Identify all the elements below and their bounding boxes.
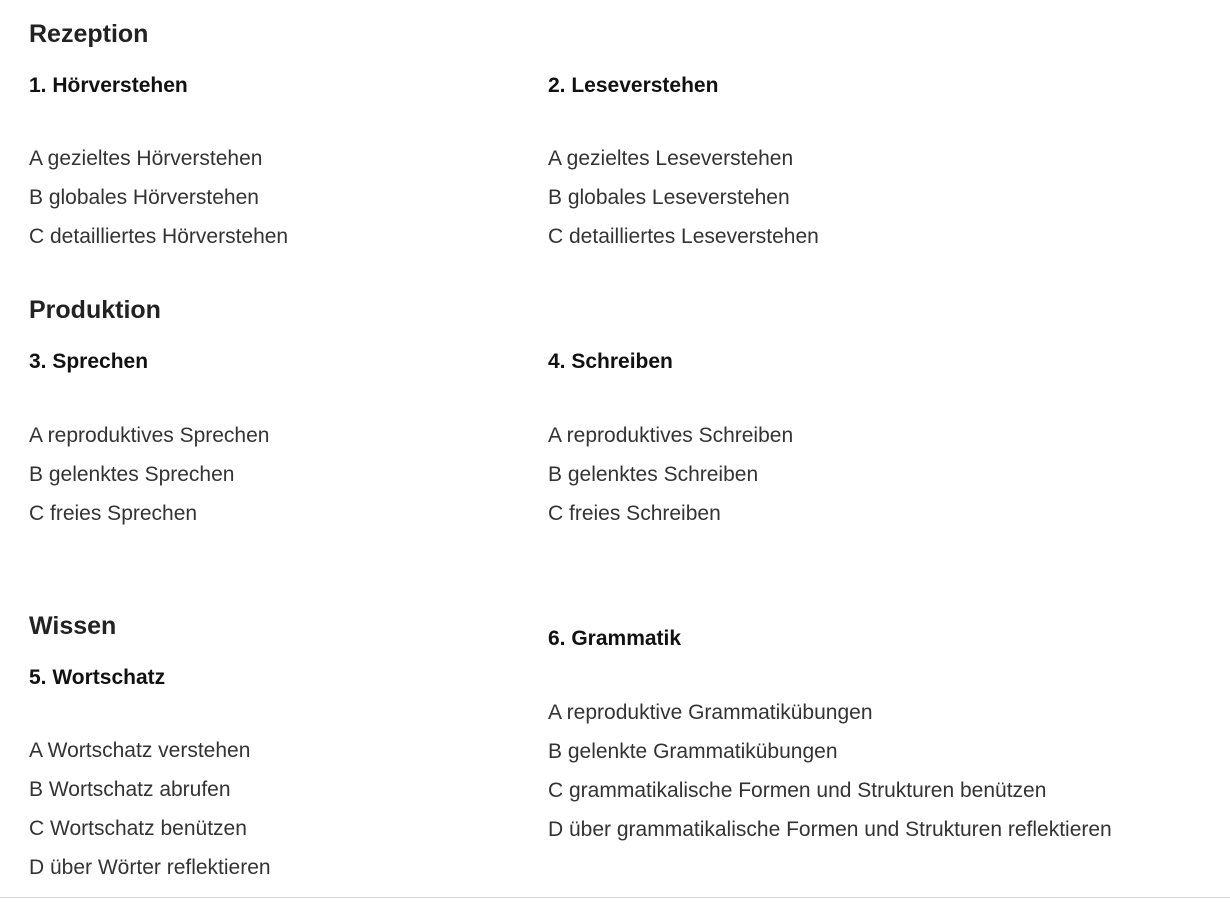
section-title-rezeption: Rezeption bbox=[29, 20, 149, 48]
list-hoerverstehen bbox=[29, 139, 288, 256]
list-schreiben bbox=[548, 416, 793, 533]
list-item: A reproduktives Sprechen bbox=[29, 424, 270, 447]
list-item: C Wortschatz benützen bbox=[29, 817, 247, 840]
list-item: A Wortschatz verstehen bbox=[29, 739, 251, 762]
list-item: B globales Leseverstehen bbox=[548, 186, 790, 209]
list-grammatik bbox=[548, 693, 1112, 849]
section-title-wissen: Wissen bbox=[29, 612, 117, 640]
list-item: A reproduktives Schreiben bbox=[548, 424, 794, 447]
subheading-grammatik: 6. Grammatik bbox=[548, 627, 682, 650]
subheading-schreiben: 4. Schreiben bbox=[548, 350, 673, 373]
list-item: A reproduktive Grammatikübungen bbox=[548, 701, 873, 724]
subheading-sprechen: 3. Sprechen bbox=[29, 350, 149, 373]
section-title-produktion: Produktion bbox=[29, 296, 161, 324]
list-item: A gezieltes Hörverstehen bbox=[29, 147, 263, 170]
list-item: B gelenktes Sprechen bbox=[29, 463, 235, 486]
list-item: C detailliertes Hörverstehen bbox=[29, 225, 289, 248]
list-item: C grammatikalische Formen und Strukturen benützen bbox=[548, 779, 1047, 802]
list-item: C freies Sprechen bbox=[29, 502, 198, 525]
list-item: C detailliertes Leseverstehen bbox=[548, 225, 819, 248]
list-item: D über Wörter reflektieren bbox=[29, 856, 271, 879]
bottom-divider bbox=[0, 897, 1230, 898]
list-item: D über grammatikalische Formen und Strukturen reflektieren bbox=[548, 818, 1112, 841]
subheading-wortschatz: 5. Wortschatz bbox=[29, 666, 166, 689]
list-item: B gelenkte Grammatikübungen bbox=[548, 740, 838, 763]
list-item: C freies Schreiben bbox=[548, 502, 721, 525]
list-item: B Wortschatz abrufen bbox=[29, 778, 231, 801]
list-item: B gelenktes Schreiben bbox=[548, 463, 759, 486]
list-leseverstehen bbox=[548, 139, 819, 256]
subheading-hoerverstehen: 1. Hörverstehen bbox=[29, 74, 188, 97]
list-item: A gezieltes Leseverstehen bbox=[548, 147, 794, 170]
list-item: B globales Hörverstehen bbox=[29, 186, 259, 209]
list-wortschatz bbox=[29, 731, 271, 887]
list-sprechen bbox=[29, 416, 269, 533]
subheading-leseverstehen: 2. Leseverstehen bbox=[548, 74, 719, 97]
